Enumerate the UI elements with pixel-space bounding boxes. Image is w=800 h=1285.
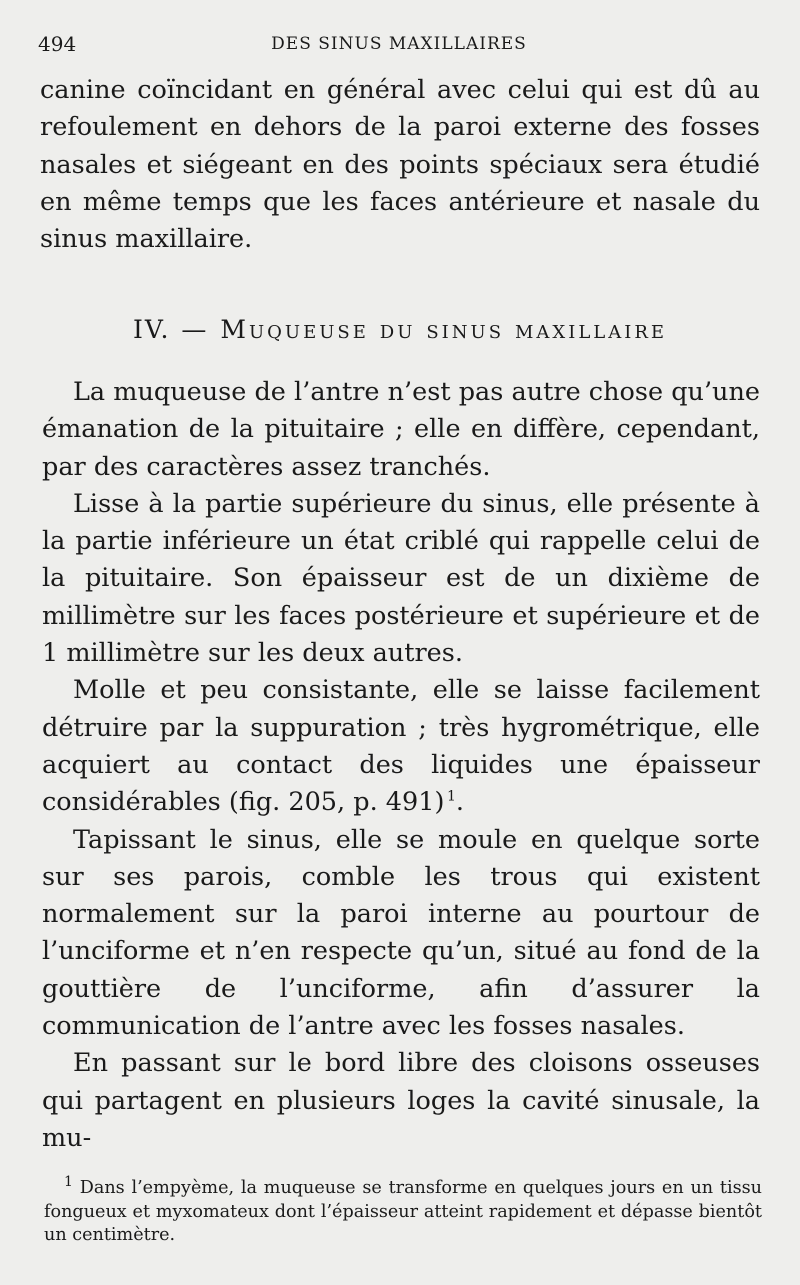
footnote-reference: 1 — [446, 788, 456, 805]
footnote — [44, 1174, 762, 1248]
paragraph: En passant sur le bord libre des cloisons osseuses qui partagent en plusieurs loges la cavité sinusale, la mu- — [42, 1048, 760, 1153]
running-head: DES SINUS MAXILLAIRES — [271, 34, 527, 54]
section-title: Muqueuse du sinus maxillaire — [220, 315, 668, 344]
continuation-block — [40, 72, 760, 258]
continuation-paragraph: canine coïncidant en général avec celui qui est dû au refoulement en dehors de la paroi externe des fosses nasales et siégeant en des points spéciaux sera étudié en même temps que les faces antérieure et nasale du sinus maxillaire. — [40, 75, 760, 255]
footnotes — [44, 1174, 762, 1248]
page-number: 494 — [38, 32, 77, 56]
footnote-text: Dans l’empyème, la muqueuse se transforme en quelques jours en un tissu fongueux et myxomateux dont l’épaisseur atteint rapidement et dépasse bientôt un centimètre. — [44, 1178, 762, 1245]
paragraph: Tapissant le sinus, elle se moule en quelque sorte sur ses parois, comble les trous qui existent normalement sur la paroi interne au pourtour de l’unciforme et n’en respecte qu’un, situé au fond de la gouttière de l’unciforme, afin d’assurer la communication de l’antre avec les fosses nasales. — [42, 824, 760, 1042]
paragraph-end-punct: . — [455, 787, 464, 818]
paragraph-text: Molle et peu consistante, elle se laisse facilement détruire par la suppuration ; très hygrométrique, elle acquiert au contact des liquides une épaisseur considérables (fig. 205, p. 491) — [42, 675, 760, 818]
section-dash: — — [181, 315, 210, 344]
paragraph: Lisse à la partie supérieure du sinus, elle présente à la partie inférieure un état criblé qui rappelle celui de la pituitaire. Son épaisseur est de un dixième de millimètre sur les faces postérieure et supérieure et de 1 millimètre sur les deux autres. — [42, 488, 760, 669]
page-header — [38, 32, 760, 62]
section-numeral: IV. — [132, 315, 171, 344]
paragraph: La muqueuse de l’antre n’est pas autre chose qu’une émanation de la pituitaire ; elle en diffère, cependant, par des caractères assez tranchés. — [42, 377, 760, 482]
section-heading — [40, 315, 760, 344]
footnote-marker: 1 — [64, 1174, 73, 1191]
section-body — [42, 374, 760, 1157]
paragraph — [42, 672, 760, 821]
